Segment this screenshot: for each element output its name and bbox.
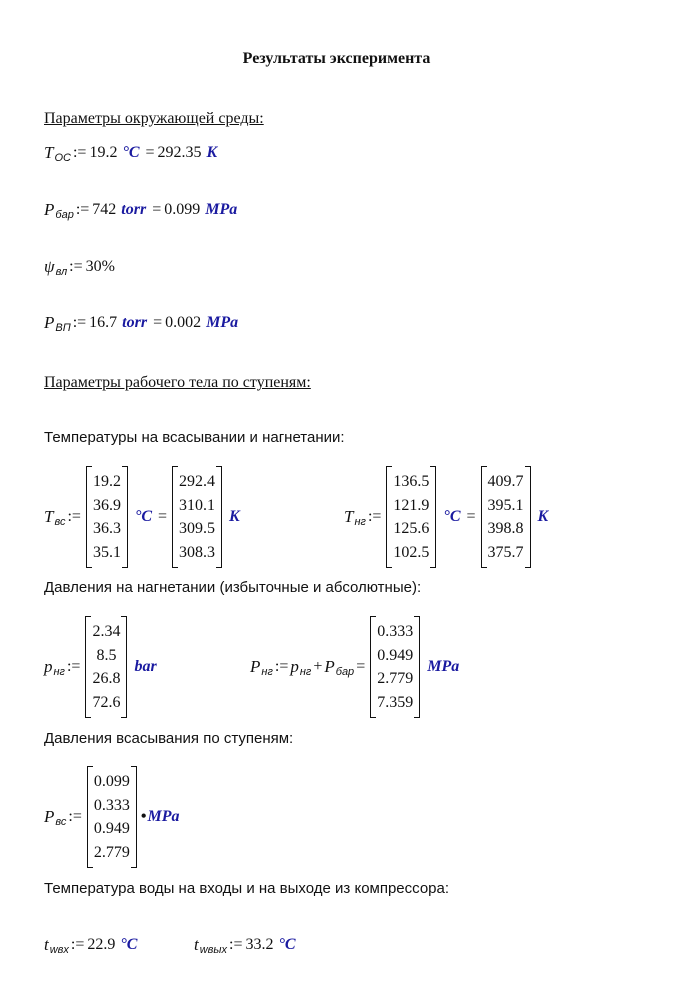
- matrix-cell: 0.333: [377, 623, 414, 640]
- var-name: ψ: [44, 257, 55, 276]
- matrix-p-vs: [87, 766, 137, 868]
- var-subscript: нг: [261, 666, 273, 678]
- assign-op: :=: [66, 658, 81, 675]
- unit-mpa: MPa: [147, 808, 180, 825]
- value: 16.7: [89, 314, 118, 331]
- section-ambient-heading: Параметры окружающей среды:: [44, 110, 264, 127]
- matrix-p-ng-mpa: [370, 616, 420, 718]
- rhs-subscript: нг: [299, 666, 312, 678]
- eq-t-w-out: [194, 935, 300, 955]
- matrix-cell: 36.3: [92, 520, 121, 537]
- eq-t-ng: [344, 466, 552, 568]
- result: 292.35: [157, 144, 202, 161]
- eq-t-oc: [44, 143, 221, 163]
- assign-op: :=: [70, 936, 85, 953]
- matrix-cell: 310.1: [179, 496, 216, 514]
- matrix-cell: 72.6: [92, 693, 121, 711]
- eq-p-bar: [44, 200, 241, 220]
- unit-celsius: °C: [134, 508, 153, 525]
- var-name: P: [44, 313, 55, 332]
- matrix-cell: 2.779: [93, 843, 130, 861]
- matrix-cell: 398.8: [487, 520, 524, 537]
- eq-p-vp: [44, 313, 242, 333]
- unit-celsius: °C: [120, 936, 138, 953]
- var-name: T: [44, 507, 54, 526]
- var-subscript: wвых: [199, 944, 228, 956]
- var-subscript: wвх: [49, 944, 69, 956]
- matrix-cell: 2.779: [377, 670, 414, 687]
- eq-psi: [44, 257, 116, 277]
- text-suction-pressures: Давления всасывания по ступеням:: [44, 730, 294, 747]
- matrix-t-vs-celsius: [86, 466, 128, 568]
- result: 0.002: [165, 314, 202, 331]
- section-stages-heading: Параметры рабочего тела по ступеням:: [44, 374, 311, 391]
- assign-op: :=: [67, 508, 81, 525]
- value: 742: [92, 201, 117, 218]
- equals-op: =: [466, 508, 476, 525]
- eq-p-vs: [44, 766, 183, 868]
- unit-kelvin: K: [229, 508, 240, 525]
- var-name: t: [44, 935, 49, 954]
- matrix-p-ng-bar: [85, 616, 127, 718]
- text-discharge-pressures: Давления на нагнетании (избыточные и абсолютные):: [44, 579, 422, 596]
- var-subscript: нг: [354, 516, 366, 528]
- plus-op: +: [313, 658, 323, 675]
- assign-op: :=: [229, 936, 243, 953]
- unit-mpa: MPa: [205, 201, 238, 218]
- multiply-op: •: [140, 808, 147, 825]
- value: 22.9: [87, 936, 116, 953]
- var-subscript: нг: [53, 666, 65, 678]
- assign-op: :=: [367, 508, 382, 525]
- var-subscript: вл: [55, 266, 68, 278]
- page-title: Результаты эксперимента: [242, 50, 431, 67]
- matrix-cell: 292.4: [179, 473, 216, 490]
- var-name: p: [44, 657, 53, 676]
- rhs-var: P: [324, 657, 335, 676]
- var-name: T: [344, 507, 354, 526]
- matrix-cell: 125.6: [393, 520, 430, 537]
- matrix-cell: 0.949: [377, 646, 414, 664]
- var-name: P: [44, 807, 55, 826]
- matrix-cell: 409.7: [487, 473, 524, 490]
- unit-mpa: MPa: [206, 314, 239, 331]
- var-name: P: [44, 200, 55, 219]
- var-subscript: вс: [55, 816, 67, 828]
- matrix-cell: 309.5: [179, 520, 216, 537]
- matrix-cell: 36.9: [92, 496, 121, 514]
- unit-celsius: °C: [443, 508, 461, 525]
- unit-torr: torr: [121, 201, 147, 218]
- eq-p-ng-absolute: [250, 616, 463, 718]
- matrix-cell: 0.099: [93, 773, 130, 790]
- matrix-cell: 0.333: [93, 796, 130, 814]
- unit-kelvin: K: [206, 144, 218, 161]
- matrix-cell: 375.7: [487, 543, 524, 561]
- assign-op: :=: [274, 658, 289, 675]
- matrix-cell: 7.359: [377, 693, 414, 711]
- matrix-t-vs-kelvin: [172, 466, 222, 568]
- unit-celsius: °C: [122, 144, 140, 161]
- value: 33.2: [245, 936, 274, 953]
- equals-op: =: [153, 314, 163, 331]
- assign-op: :=: [69, 258, 83, 275]
- unit-bar: bar: [134, 658, 157, 675]
- matrix-cell: 395.1: [487, 496, 524, 514]
- matrix-cell: 26.8: [92, 670, 121, 687]
- var-name: P: [250, 657, 261, 676]
- matrix-cell: 35.1: [92, 543, 121, 561]
- matrix-cell: 19.2: [92, 473, 121, 490]
- var-subscript: ОС: [54, 152, 71, 164]
- unit-celsius: °C: [278, 936, 296, 953]
- matrix-cell: 308.3: [179, 543, 216, 561]
- unit-kelvin: K: [537, 508, 549, 525]
- rhs-var: p: [290, 657, 299, 676]
- var-name: t: [194, 935, 199, 954]
- unit-torr: torr: [122, 314, 148, 331]
- assign-op: :=: [72, 314, 87, 331]
- matrix-cell: 2.34: [92, 623, 121, 640]
- result: 0.099: [164, 201, 201, 218]
- text-water-temperature: Температура воды на входы и на выходе из компрессора:: [44, 880, 450, 897]
- var-name: T: [44, 143, 54, 162]
- assign-op: :=: [75, 201, 90, 218]
- matrix-cell: 102.5: [393, 543, 430, 561]
- assign-op: :=: [72, 144, 87, 161]
- matrix-t-ng-kelvin: [481, 466, 531, 568]
- equals-op: =: [158, 508, 168, 525]
- matrix-t-ng-celsius: [386, 466, 436, 568]
- matrix-cell: 121.9: [393, 496, 430, 514]
- eq-t-vs: [44, 466, 244, 568]
- equals-op: =: [356, 658, 366, 675]
- var-subscript: ВП: [55, 322, 71, 334]
- unit-mpa: MPa: [427, 658, 460, 675]
- matrix-cell: 8.5: [96, 646, 117, 664]
- text-temperatures: Температуры на всасывании и нагнетании:: [44, 429, 345, 446]
- assign-op: :=: [68, 808, 82, 825]
- eq-t-w-in: [44, 935, 141, 955]
- value: 19.2: [89, 144, 118, 161]
- equals-op: =: [152, 201, 162, 218]
- equals-op: =: [145, 144, 155, 161]
- value: 30%: [85, 258, 115, 275]
- var-subscript: вс: [54, 516, 66, 528]
- rhs-subscript: бар: [335, 666, 355, 678]
- eq-p-ng-gauge: [44, 616, 161, 718]
- matrix-cell: 136.5: [393, 473, 430, 490]
- var-subscript: бар: [55, 209, 74, 221]
- matrix-cell: 0.949: [93, 820, 130, 837]
